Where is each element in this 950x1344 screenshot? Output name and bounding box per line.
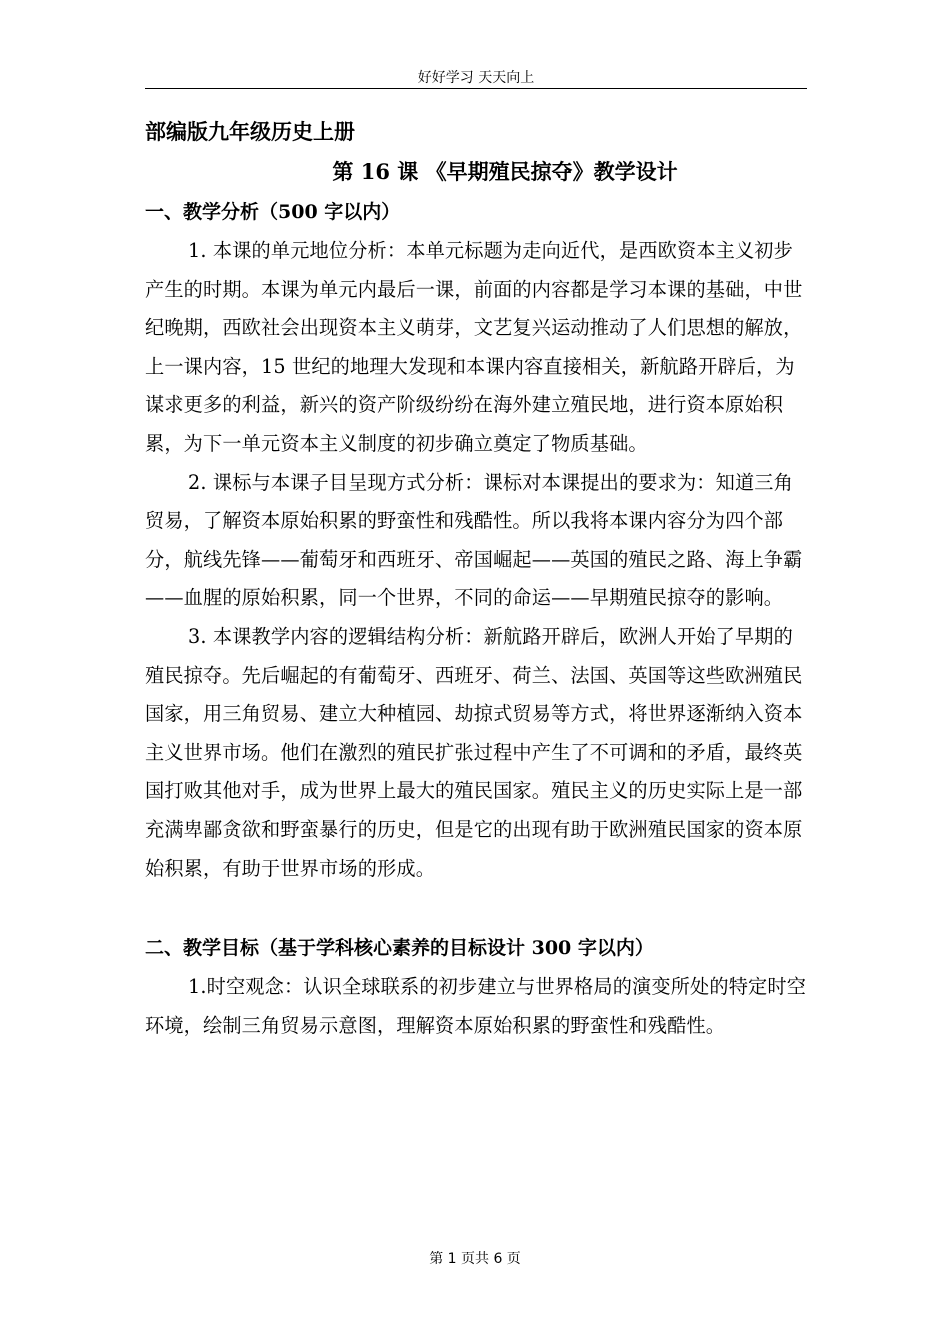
section-heading-analysis: 一、教学分析（500 字以内） bbox=[145, 201, 401, 223]
page-header: 好好学习 天天向上 bbox=[145, 68, 807, 89]
spacer bbox=[145, 888, 807, 928]
section-heading-objectives: 二、教学目标（基于学科核心素养的目标设计 300 字以内） bbox=[145, 937, 654, 960]
paragraph: 2. 课标与本课子目呈现方式分析：课标对本课提出的要求为：知道三角贸易，了解资本原始积累的野蛮性和残酷性。所以我将本课内容分为四个部分，航线先锋——葡萄牙和西班牙、帝国崛起——英国的殖民之路、海上争霸——血腥的原始积累，同一个世界，不同的命运——早期殖民掠夺的影响。 bbox=[145, 470, 803, 610]
paragraph: 1. 本课的单元地位分析：本单元标题为走向近代，是西欧资本主义初步产生的时期。本课为单元内最后一课，前面的内容都是学习本课的基础，中世纪晚期，西欧社会出现资本主义萌芽，文艺复兴运动推动了人们思想的解放，上一课内容，15 世纪的地理大发现和本课内容直接相关，新航路开辟后，为谋求更多的利益，新兴的资产阶级纷纷在海外建立殖民地，进行资本原始积累，为下一单元资本主义制度的初步确立奠定了物质基础。 bbox=[145, 239, 803, 455]
document-title: 部编版九年级历史上册 bbox=[145, 119, 355, 144]
paragraph: 1.时空观念：认识全球联系的初步建立与世界格局的演变所处的特定时空环境，绘制三角贸易示意图，理解资本原始积累的野蛮性和残酷性。 bbox=[145, 975, 807, 1037]
paragraph: 3. 本课教学内容的逻辑结构分析：新航路开辟后，欧洲人开始了早期的殖民掠夺。先后崛起的有葡萄牙、西班牙、荷兰、法国、英国等这些欧洲殖民国家，用三角贸易、建立大种植园、劫掠式贸易等方式，将世界逐渐纳入资本主义世界市场。他们在激烈的殖民扩张过程中产生了不可调和的矛盾，最终英国打败其他对手，成为世界上最大的殖民国家。殖民主义的历史实际上是一部充满卑鄙贪欲和野蛮暴行的历史，但是它的出现有助于欧洲殖民国家的资本原始积累，有助于世界市场的形成。 bbox=[145, 624, 803, 880]
page-footer: 第 1 页共 6 页 bbox=[429, 1251, 521, 1267]
lesson-title: 第 16 课 《早期殖民掠夺》教学设计 bbox=[332, 159, 678, 184]
document-body bbox=[145, 112, 807, 1045]
